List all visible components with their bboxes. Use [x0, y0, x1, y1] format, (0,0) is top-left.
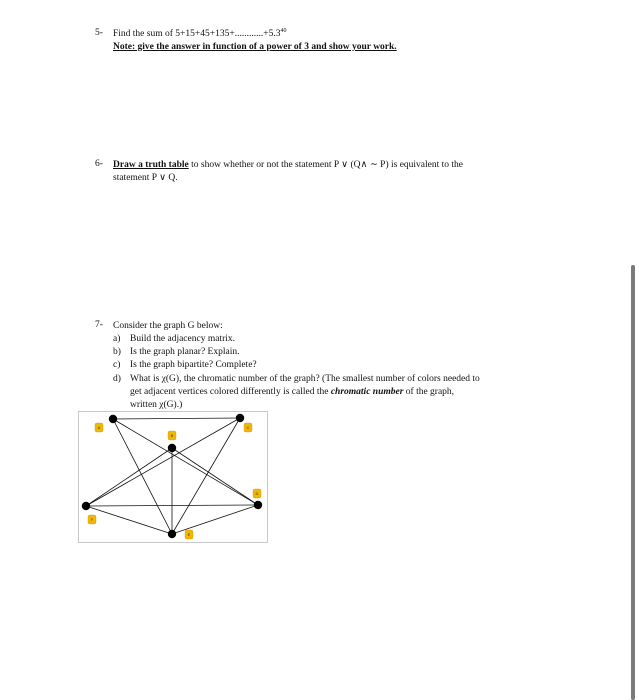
- q6-number: 6-: [95, 159, 103, 169]
- vertex-label-c: [244, 423, 252, 432]
- vertex-e: [168, 530, 176, 538]
- vertex-f: [82, 502, 90, 510]
- scrollbar-thumb[interactable]: [631, 265, 635, 700]
- q7-part-d: [113, 373, 480, 386]
- q7-part-c: [113, 359, 257, 372]
- q6-line1: [113, 159, 463, 172]
- q7-part-d-line1: What is χ(G), the chromatic number of the graph? (The smallest number of colors needed to: [130, 374, 480, 384]
- svg-text:A: A: [97, 425, 101, 430]
- vertex-label-f: [88, 515, 96, 524]
- q5-dots: ............: [234, 29, 264, 39]
- vertex-d: [254, 501, 262, 509]
- q7-part-d-line2: [130, 386, 454, 399]
- q7-part-d-letter: d): [113, 374, 121, 384]
- q6-line2: statement P ∨ Q.: [113, 173, 178, 183]
- q7-part-d-chromatic-term: chromatic number: [330, 387, 404, 397]
- vertex-label-d: [253, 489, 261, 498]
- q7-part-b: [113, 346, 239, 359]
- q5-note: Note: give the answer in function of a power of 3 and show your work.: [113, 42, 397, 52]
- q6-line1-rest: to show whether or not the statement P ∨ (Q∧ ∼ P) is equivalent to the: [188, 160, 464, 170]
- q7-intro: Consider the graph G below:: [113, 321, 223, 331]
- q7-part-c-text: Is the graph bipartite? Complete?: [130, 360, 257, 370]
- q5-text-before: Find the sum of 5+15+45+135+: [113, 29, 235, 39]
- q7-part-a: [113, 333, 235, 346]
- svg-text:B: B: [170, 433, 174, 438]
- q7-part-d-line3: written χ(G).): [130, 400, 183, 410]
- graph-figure: [78, 411, 268, 543]
- q7-part-c-letter: c): [113, 360, 121, 370]
- svg-text:D: D: [255, 491, 259, 496]
- q7-part-b-letter: b): [113, 347, 121, 357]
- q5-text-after: +5.3: [263, 29, 281, 39]
- vertex-label-b: [168, 431, 176, 440]
- q7-part-b-text: Is the graph planar? Explain.: [130, 347, 240, 357]
- q5-text: [113, 28, 286, 41]
- vertex-a: [109, 415, 117, 423]
- q7-part-a-letter: a): [113, 334, 121, 344]
- q7-part-a-text: Build the adjacency matrix.: [130, 334, 235, 344]
- vertex-b: [168, 444, 176, 452]
- q6-link-text: Draw a truth table: [113, 160, 189, 170]
- vertex-label-e: [185, 530, 193, 539]
- svg-text:E: E: [187, 532, 191, 537]
- q5-exponent: 40: [280, 28, 287, 34]
- q7-part-d-line2-before: get adjacent vertices colored differently is called the: [130, 387, 331, 397]
- svg-text:F: F: [90, 517, 94, 522]
- q5-number: 5-: [95, 28, 103, 38]
- q7-part-d-line2-after: of the graph,: [403, 387, 455, 397]
- svg-text:C: C: [246, 425, 250, 430]
- vertex-c: [236, 414, 244, 422]
- q7-number: 7-: [95, 320, 103, 330]
- vertex-label-a: [95, 423, 103, 432]
